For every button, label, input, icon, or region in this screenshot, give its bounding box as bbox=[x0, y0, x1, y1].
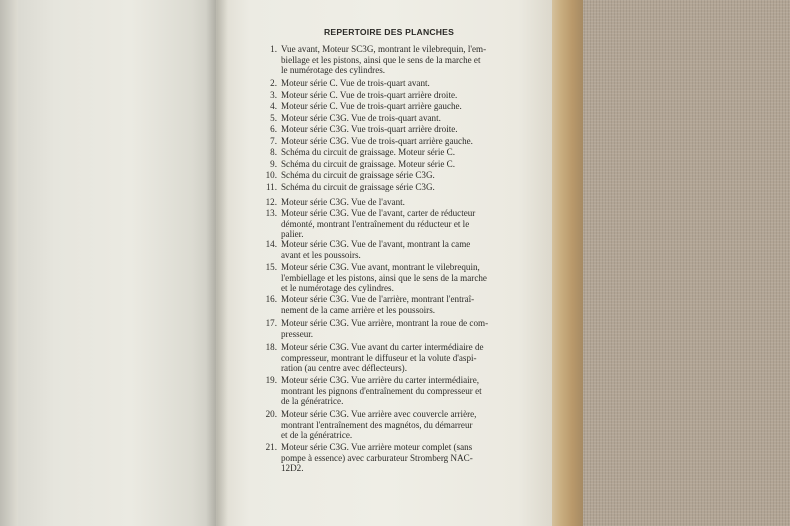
plate-number: 21. bbox=[265, 442, 277, 452]
plate-description bbox=[281, 208, 557, 240]
plate-description-line: biellage et les pistons, ainsi que le sens de la marche et bbox=[281, 54, 481, 65]
plate-number: 15. bbox=[265, 262, 277, 272]
linen-background bbox=[560, 0, 790, 526]
plate-number: 16. bbox=[265, 294, 277, 304]
plate-description-line: Moteur série C3G. Vue de l'avant. bbox=[281, 197, 405, 207]
plate-description-line: Schéma du circuit de graissage. Moteur série C. bbox=[281, 159, 455, 169]
plate-number: 5. bbox=[270, 113, 277, 123]
plate-number: 18. bbox=[265, 342, 277, 352]
plate-description-line: palier. bbox=[281, 229, 304, 240]
plate-description bbox=[281, 409, 557, 441]
left-page bbox=[0, 0, 218, 526]
plate-description bbox=[281, 113, 557, 124]
plate-description bbox=[281, 375, 557, 407]
plate-description-line: pompe à essence) avec carburateur Stromberg NAC- bbox=[281, 452, 473, 463]
plate-description-line: Moteur série C3G. Vue avant, montrant le vilebrequin, bbox=[281, 262, 480, 272]
plate-description-line: Moteur série C3G. Vue de l'arrière, montrant l'entraî- bbox=[281, 294, 475, 304]
plate-number: 8. bbox=[270, 147, 277, 157]
plate-description-line: et le numérotage des cylindres. bbox=[281, 283, 394, 294]
plate-description bbox=[281, 101, 557, 112]
plate-description-line: nement de la came arrière et les poussoirs. bbox=[281, 304, 436, 315]
plate-number: 1. bbox=[270, 44, 277, 54]
left-page-edge bbox=[0, 0, 18, 526]
plate-description bbox=[281, 159, 557, 170]
plate-description-line: Moteur série C3G. Vue arrière moteur complet (sans bbox=[281, 442, 473, 452]
plate-description bbox=[281, 262, 557, 294]
plate-description-line: Moteur série C3G. Vue de l'avant, carter de réducteur bbox=[281, 208, 476, 218]
plate-description-line: Moteur série C3G. Vue avant du carter intermédiaire de bbox=[281, 342, 484, 352]
plate-number: 7. bbox=[270, 136, 277, 146]
plate-description-line: Schéma du circuit de graissage série C3G. bbox=[281, 170, 435, 180]
plate-number: 17. bbox=[265, 318, 277, 328]
plate-description bbox=[281, 90, 557, 101]
plate-description-line: et de la génératrice. bbox=[281, 430, 353, 441]
plate-description-line: le numérotage des cylindres. bbox=[281, 65, 386, 76]
plate-number: 13. bbox=[265, 208, 277, 218]
plate-description-line: l'embiellage et les pistons, ainsi que le sens de la marche bbox=[281, 272, 487, 283]
page-heading: REPERTOIRE DES PLANCHES bbox=[324, 27, 455, 37]
plate-description-line: Moteur série C. Vue de trois-quart arrière droite. bbox=[281, 90, 458, 100]
plate-number: 14. bbox=[265, 239, 277, 249]
plate-description bbox=[281, 147, 557, 158]
plate-description-line: 12D2. bbox=[281, 463, 304, 474]
plate-description bbox=[281, 44, 557, 76]
plate-description bbox=[281, 78, 557, 89]
plate-description-line: Schéma du circuit de graissage. Moteur série C. bbox=[281, 147, 455, 157]
right-page bbox=[216, 0, 552, 526]
plate-description bbox=[281, 342, 557, 374]
plate-description-line: montrant l'entraînement des magnétos, du démarreur bbox=[281, 419, 473, 430]
plate-number: 2. bbox=[270, 78, 277, 88]
plate-description-line: ration (au centre avec déflecteurs). bbox=[281, 363, 407, 374]
plate-description-line: montrant les pignons d'entraînement du compresseur et bbox=[281, 385, 482, 396]
plate-description-line: Moteur série C3G. Vue arrière du carter intermédiaire, bbox=[281, 375, 479, 385]
plate-number: 4. bbox=[270, 101, 277, 111]
plate-description-line: de la génératrice. bbox=[281, 396, 344, 407]
plate-number: 12. bbox=[265, 197, 277, 207]
plate-number: 3. bbox=[270, 90, 277, 100]
plate-number: 20. bbox=[265, 409, 277, 419]
plate-description bbox=[281, 318, 557, 339]
plate-description-line: Vue avant, Moteur SC3G, montrant le vilebrequin, l'em- bbox=[281, 44, 487, 54]
plate-description-line: Moteur série C3G. Vue de trois-quart avant. bbox=[281, 113, 441, 123]
plate-description bbox=[281, 239, 557, 260]
plate-description bbox=[281, 197, 557, 208]
plate-description-line: avant et les poussoirs. bbox=[281, 249, 361, 260]
plate-description bbox=[281, 442, 557, 474]
plate-description-line: Moteur série C3G. Vue de l'avant, montrant la came bbox=[281, 239, 471, 249]
plate-description bbox=[281, 136, 557, 147]
plate-description-line: Moteur série C3G. Vue arrière, montrant la roue de com- bbox=[281, 318, 489, 328]
plate-description bbox=[281, 170, 557, 181]
plate-description bbox=[281, 124, 557, 135]
plate-number: 19. bbox=[265, 375, 277, 385]
plate-description-line: Moteur série C3G. Vue trois-quart arrière droite. bbox=[281, 124, 458, 134]
plate-description-line: Moteur série C3G. Vue arrière avec couvercle arrière, bbox=[281, 409, 477, 419]
plate-description-line: Moteur série C3G. Vue de trois-quart arrière gauche. bbox=[281, 136, 473, 146]
plate-description-line: presseur. bbox=[281, 328, 314, 339]
plate-number: 10. bbox=[265, 170, 277, 180]
plate-description-line: Moteur série C. Vue de trois-quart arrière gauche. bbox=[281, 101, 462, 111]
plate-description bbox=[281, 294, 557, 315]
plate-description-line: démonté, montrant l'entraînement du réducteur et le bbox=[281, 218, 470, 229]
plate-description-line: Schéma du circuit de graissage série C3G. bbox=[281, 182, 435, 192]
plate-description bbox=[281, 182, 557, 193]
book-gutter bbox=[206, 0, 228, 526]
plate-number: 11. bbox=[265, 182, 277, 192]
plate-number: 9. bbox=[270, 159, 277, 169]
plate-description-line: compresseur, montrant le diffuseur et la volute d'aspi- bbox=[281, 352, 477, 363]
plate-description-line: Moteur série C. Vue de trois-quart avant. bbox=[281, 78, 430, 88]
plate-number: 6. bbox=[270, 124, 277, 134]
